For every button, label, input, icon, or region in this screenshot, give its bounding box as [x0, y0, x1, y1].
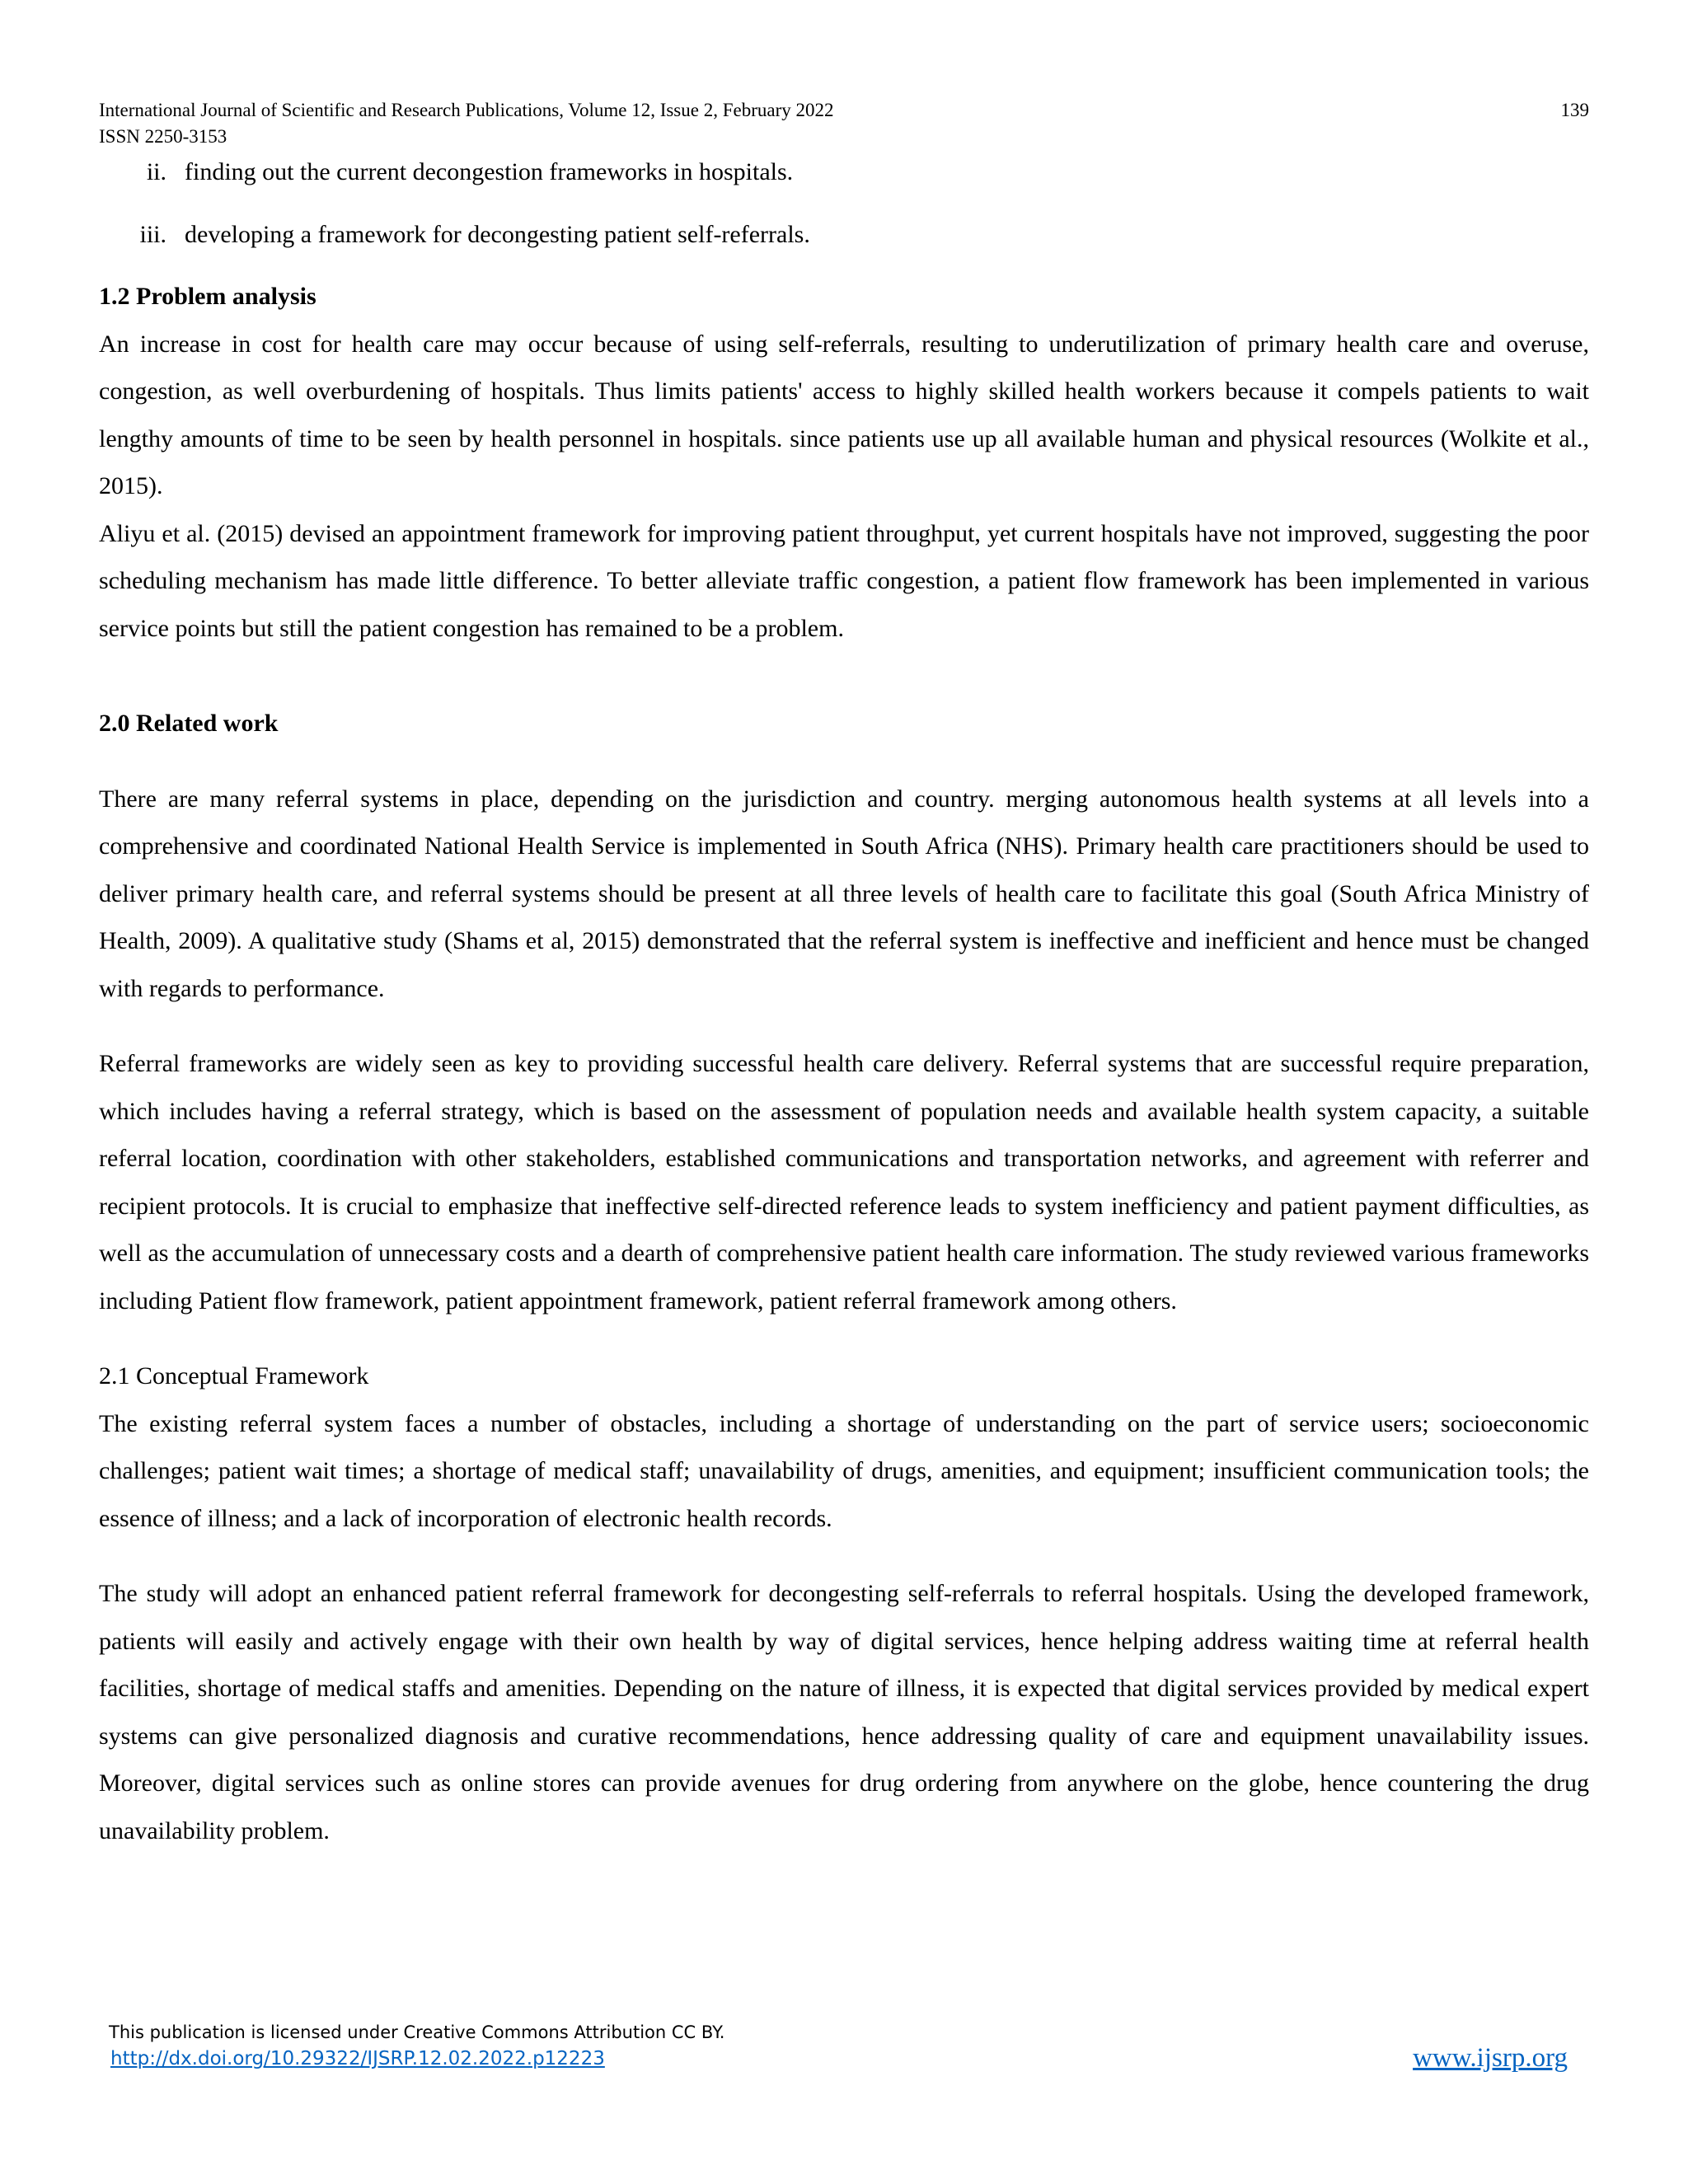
issn-line: ISSN 2250-3153: [99, 126, 227, 147]
objective-item: [99, 148, 1589, 196]
objective-number: ii.: [146, 158, 166, 185]
conceptual-framework-paragraph: The existing referral system faces a number of obstacles, including a shortage of understanding on the part of service users; socioeconomic challenges; patient wait times; a shortage of medical staff; unavailability of drugs, amenities, and equipment; insufficient communication tools; the essence of illness; and a lack of incorporation of electronic health records.: [99, 1409, 1589, 1532]
objective-item: [99, 211, 1589, 259]
running-header: [99, 97, 1582, 150]
related-work-heading: 2.0 Related work: [99, 710, 279, 737]
objective-number: iii.: [139, 220, 166, 248]
journal-website-link[interactable]: www.ijsrp.org: [1413, 2043, 1568, 2073]
page-number: 139: [1560, 100, 1589, 120]
objective-text: finding out the current decongestion frameworks in hospitals.: [185, 158, 794, 185]
journal-line: International Journal of Scientific and Research Publications, Volume 12, Issue 2, February 2022: [99, 100, 834, 120]
problem-analysis-paragraph: Aliyu et al. (2015) devised an appointment framework for improving patient throughput, yet current hospitals have not improved, suggesting the poor scheduling mechanism has made little difference. To better alleviate traffic congestion, a patient flow framework has been implemented in various service points but still the patient congestion has remained to be a problem.: [99, 519, 1589, 642]
footer-license: This publication is licensed under Creative Commons Attribution CC BY.: [109, 2022, 725, 2042]
page-body: [99, 148, 1589, 1854]
doi-link[interactable]: http://dx.doi.org/10.29322/IJSRP.12.02.2022.p12223: [110, 2048, 605, 2069]
conceptual-framework-heading: 2.1 Conceptual Framework: [99, 1362, 369, 1390]
objective-text: developing a framework for decongesting patient self-referrals.: [185, 220, 810, 248]
problem-analysis-paragraph: An increase in cost for health care may occur because of using self-referrals, resulting to underutilization of primary health care and overuse, congestion, as well overburdening of hospitals. Thus limits patients' access to highly skilled health workers because it compels patients to wait lengthy amounts of time to be seen by health personnel in hospitals. since patients use up all available human and physical resources (Wolkite et al., 2015).: [99, 330, 1589, 499]
problem-analysis-heading: 1.2 Problem analysis: [99, 283, 316, 310]
conceptual-framework-paragraph: The study will adopt an enhanced patient referral framework for decongesting self-referrals to referral hospitals. Using the developed framework, patients will easily and actively engage with their own health by way of digital services, hence helping address waiting time at referral health facilities, shortage of medical staffs and amenities. Depending on the nature of illness, it is expected that digital services provided by medical expert systems can give personalized diagnosis and curative recommendations, hence addressing quality of care and equipment unavailability issues. Moreover, digital services such as online stores can provide avenues for drug ordering from anywhere on the globe, hence countering the drug unavailability problem.: [99, 1580, 1589, 1844]
related-work-paragraph: There are many referral systems in place, depending on the jurisdiction and country. merging autonomous health systems at all levels into a comprehensive and coordinated National Health Service is implemented in South Africa (NHS). Primary health care practitioners should be used to deliver primary health care, and referral systems should be present at all three levels of health care to facilitate this goal (South Africa Ministry of Health, 2009). A qualitative study (Shams et al, 2015) demonstrated that the referral system is ineffective and inefficient and hence must be changed with regards to performance.: [99, 785, 1589, 1002]
related-work-paragraph: Referral frameworks are widely seen as key to providing successful health care delivery. Referral systems that are successful require preparation, which includes having a referral strategy, which is based on the assessment of population needs and available health system capacity, a suitable referral location, coordination with other stakeholders, established communications and transportation networks, and agreement with referrer and recipient protocols. It is crucial to emphasize that ineffective self-directed reference leads to system inefficiency and patient payment difficulties, as well as the accumulation of unnecessary costs and a dearth of comprehensive patient health care information. The study reviewed various frameworks including Patient flow framework, patient appointment framework, patient referral framework among others.: [99, 1050, 1589, 1315]
